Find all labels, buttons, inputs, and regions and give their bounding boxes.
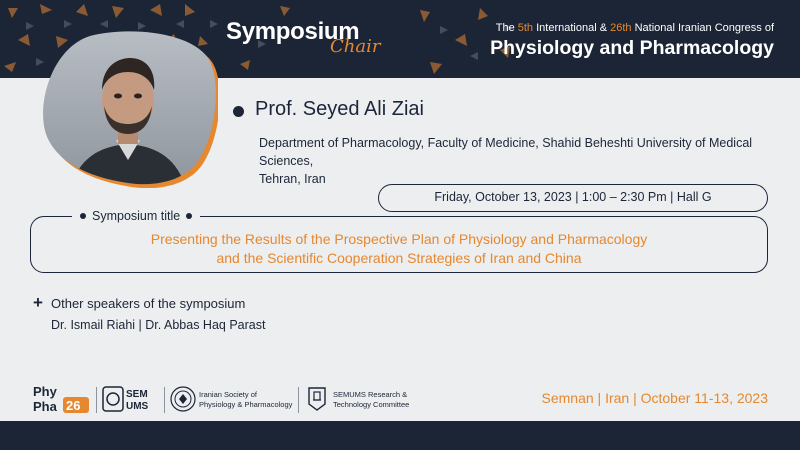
other-speakers-names: Dr. Ismail Riahi | Dr. Abbas Haq Parast (51, 318, 266, 332)
chair-photo (40, 28, 218, 188)
other-speakers-label: Other speakers of the symposium (51, 296, 246, 311)
semums-top-text: SEM (126, 389, 148, 400)
isp-line: Iranian Society of (199, 390, 257, 399)
semums-bottom-text: UMS (126, 401, 149, 412)
footer-divider (96, 387, 97, 413)
label-dot-left (80, 213, 86, 219)
congress-edition-intl: 5th (517, 22, 534, 34)
symposium-title-line: and the Scientific Cooperation Strategies of Iran and China (216, 250, 582, 266)
affiliation-line: Tehran, Iran (259, 172, 326, 186)
logo-phy-text: Phy (33, 384, 57, 399)
event-location-date: Semnan | Iran | October 11-13, 2023 (541, 390, 768, 406)
research-committee-icon (305, 386, 329, 412)
symposium-heading: Symposium (226, 18, 360, 45)
congress-suffix: National Iranian Congress of (631, 22, 774, 34)
congress-title: Physiology and Pharmacology (490, 37, 774, 59)
chair-name: Prof. Seyed Ali Ziai (255, 98, 424, 120)
semums-logo (102, 386, 160, 412)
congress-logo (33, 383, 93, 415)
isp-logo-text (199, 390, 292, 410)
congress-mid: International & (533, 22, 611, 34)
affiliation-line: Department of Pharmacology, Faculty of Medicine, Shahid Beheshti University of Medical Sciences, (259, 136, 753, 168)
isp-line: Physiology & Pharmacology (199, 400, 293, 409)
congress-subtitle (496, 22, 774, 34)
congress-prefix: The (495, 22, 518, 34)
src-line: Technology Committee (333, 400, 410, 409)
footer-divider (298, 387, 299, 413)
portrait-image (40, 28, 218, 188)
chair-heading: Chair (330, 36, 381, 57)
logo-26-text: 26 (66, 398, 81, 413)
footer-divider (164, 387, 165, 413)
symposium-title-label-wrap (72, 207, 200, 225)
bottom-bar (0, 421, 800, 450)
congress-edition-national: 26th (610, 22, 632, 34)
src-line: SEMUMS Research & (333, 390, 408, 399)
plus-icon: + (33, 293, 43, 312)
isp-seal-icon (170, 386, 196, 412)
symposium-title-label: Symposium title (92, 209, 181, 223)
label-dot-right (186, 213, 192, 219)
schedule-text: Friday, October 13, 2023 | 1:00 – 2:30 Pm | Hall G (434, 190, 712, 204)
research-committee-text (333, 390, 409, 410)
chair-bullet (233, 106, 244, 117)
chair-affiliation (259, 134, 779, 188)
logo-pha-text: Pha (33, 399, 57, 414)
symposium-title-line: Presenting the Results of the Prospective Plan of Physiology and Pharmacology (150, 231, 648, 247)
